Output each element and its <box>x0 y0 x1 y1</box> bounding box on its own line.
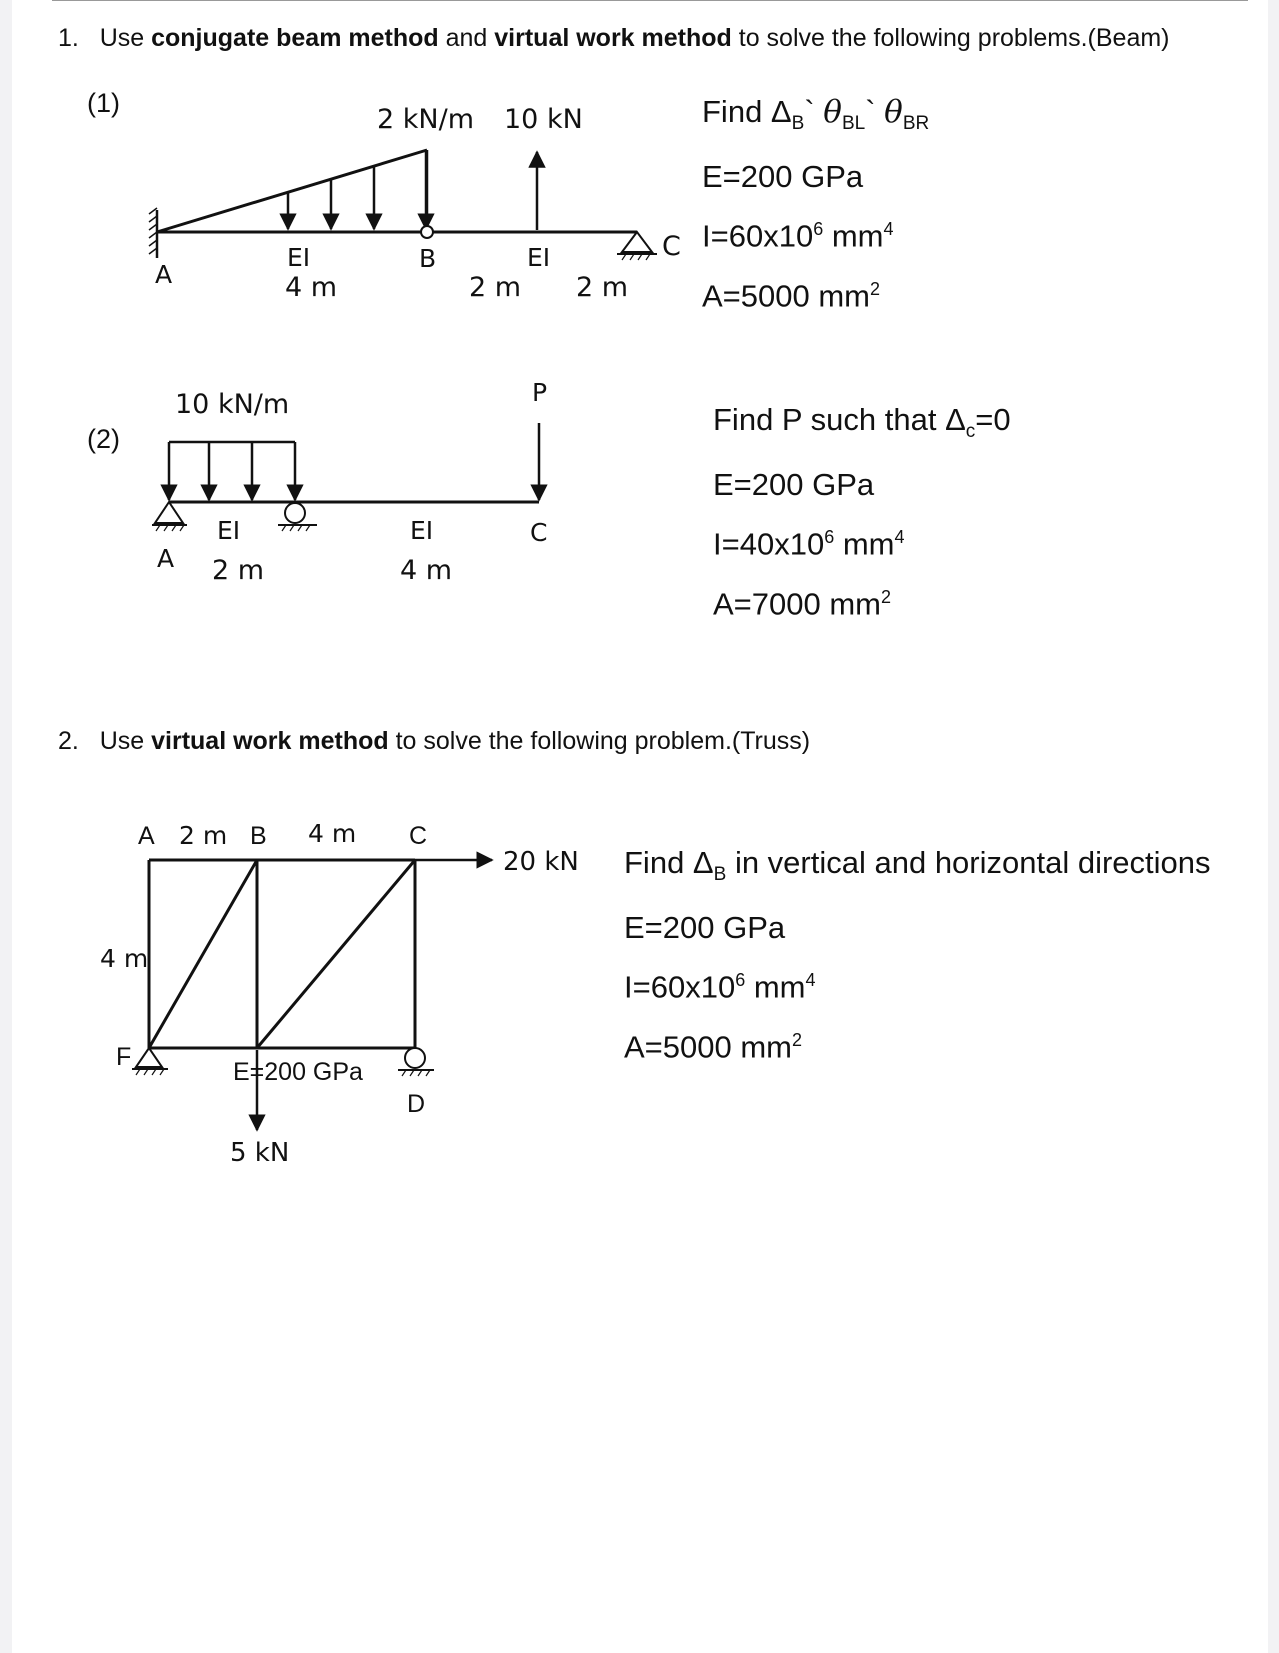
area-line <box>713 571 1011 630</box>
beam-1-diagram <box>12 0 712 320</box>
pin-support-F <box>132 1048 168 1075</box>
superscript: 6 <box>824 527 835 548</box>
separator: ` <box>865 94 876 129</box>
inertia-line <box>713 511 1011 570</box>
label-dim-BC: 4 m <box>308 819 357 848</box>
label-node-F: F <box>116 1043 132 1071</box>
label-P: P <box>532 378 548 407</box>
question-2-heading <box>58 727 810 756</box>
problem-1-given <box>702 85 929 322</box>
area-value: A=5000 mm <box>702 277 871 313</box>
label-node-C: C <box>530 518 548 547</box>
hinge-B <box>421 226 433 238</box>
uniform-load <box>169 442 295 500</box>
find-line <box>713 393 1011 458</box>
find-text: Find <box>702 94 771 129</box>
inertia-value: I=60x10 <box>624 969 736 1005</box>
label-EI-right: EI <box>527 243 551 272</box>
label-load-dist: 10 kN/m <box>175 389 290 420</box>
separator: ` <box>804 94 815 129</box>
truss-diagram <box>12 800 612 1180</box>
area-value: A=5000 mm <box>624 1028 793 1064</box>
roller-support-D <box>398 1048 434 1076</box>
label-node-D: D <box>407 1090 426 1118</box>
inertia-line <box>624 954 1211 1013</box>
delta-symbol: Δ <box>692 845 714 880</box>
subscript: BL <box>841 113 866 135</box>
unit: mm <box>745 969 806 1005</box>
label-dim-AB: 2 m <box>179 821 228 850</box>
find-text: in vertical and horizontal directions <box>726 845 1211 880</box>
superscript: 6 <box>813 219 824 240</box>
method-name: conjugate beam method <box>151 24 439 52</box>
label-node-A: A <box>157 544 175 573</box>
modulus-line: E=200 GPa <box>702 159 864 195</box>
subscript: B <box>713 864 727 886</box>
label-load-point: 10 kN <box>504 104 583 135</box>
question-text: to solve the following problem.(Truss) <box>388 727 811 755</box>
label-load-v: 5 kN <box>230 1138 290 1168</box>
label-dim-height: 4 m <box>100 944 149 973</box>
label-EI-right: EI <box>410 516 434 545</box>
triangular-load <box>157 150 427 232</box>
document-page <box>12 0 1268 1653</box>
find-line <box>624 836 1211 901</box>
theta-symbol: θ <box>823 94 842 130</box>
roller-support <box>278 503 317 531</box>
label-span-AB: 4 m <box>285 272 338 303</box>
modulus-line: E=200 GPa <box>713 467 875 503</box>
find-text: Find P such that <box>713 402 946 437</box>
superscript: 6 <box>735 970 746 991</box>
problem-2-label: (2) <box>87 424 120 454</box>
method-name: virtual work method <box>151 727 389 755</box>
pin-support-C <box>617 232 657 260</box>
area-line <box>702 263 929 322</box>
label-node-C: C <box>662 231 681 262</box>
label-EI-left: EI <box>287 243 311 272</box>
beam-2-diagram <box>12 360 712 600</box>
label-span-2: 4 m <box>400 555 453 586</box>
label-EI-left: EI <box>217 516 241 545</box>
superscript: 2 <box>792 1029 803 1050</box>
label-node-A: A <box>155 260 173 289</box>
subscript: BR <box>902 113 930 135</box>
modulus-line: E=200 GPa <box>624 910 786 946</box>
delta-symbol: Δ <box>945 402 966 437</box>
label-load-h: 20 kN <box>503 847 579 877</box>
question-text: to solve the following problems.(Beam) <box>731 24 1170 52</box>
label-node-B: B <box>250 822 267 850</box>
superscript: 2 <box>870 278 881 299</box>
method-name: virtual work method <box>494 24 732 52</box>
truss-given <box>624 836 1211 1073</box>
subscript: c <box>965 421 976 443</box>
fixed-support-A <box>149 208 157 258</box>
superscript: 4 <box>883 219 894 240</box>
unit: mm <box>823 218 884 254</box>
label-node-C: C <box>409 822 428 850</box>
subscript: B <box>791 113 805 135</box>
problem-1-label: (1) <box>87 88 120 118</box>
question-text: Use <box>99 24 152 52</box>
truss-members <box>149 860 415 1048</box>
label-span-2: 2 m <box>576 272 629 303</box>
inertia-value: I=40x10 <box>713 526 825 562</box>
question-text: and <box>438 24 495 52</box>
area-line <box>624 1014 1211 1073</box>
label-load-dist: 2 kN/m <box>377 104 474 135</box>
area-value: A=7000 mm <box>713 585 882 621</box>
label-span-1: 2 m <box>212 555 265 586</box>
label-node-B: B <box>419 244 437 273</box>
inertia-value: I=60x10 <box>702 218 814 254</box>
delta-symbol: Δ <box>770 94 792 129</box>
label-node-A: A <box>138 822 155 850</box>
problem-2-given <box>713 393 1011 630</box>
superscript: 4 <box>805 970 816 991</box>
superscript: 2 <box>881 586 892 607</box>
find-text: =0 <box>975 402 1011 437</box>
find-text: Find <box>624 845 693 880</box>
find-line <box>702 85 929 150</box>
question-text: Use <box>99 727 152 755</box>
question-number: 2. <box>58 727 79 755</box>
inertia-line <box>702 203 929 262</box>
superscript: 4 <box>894 527 905 548</box>
question-number: 1. <box>58 24 79 52</box>
pin-support-A <box>152 502 187 531</box>
unit: mm <box>834 526 895 562</box>
theta-symbol: θ <box>884 94 903 130</box>
label-span-1: 2 m <box>469 272 522 303</box>
label-node-E: E=200 GPa <box>233 1058 363 1086</box>
